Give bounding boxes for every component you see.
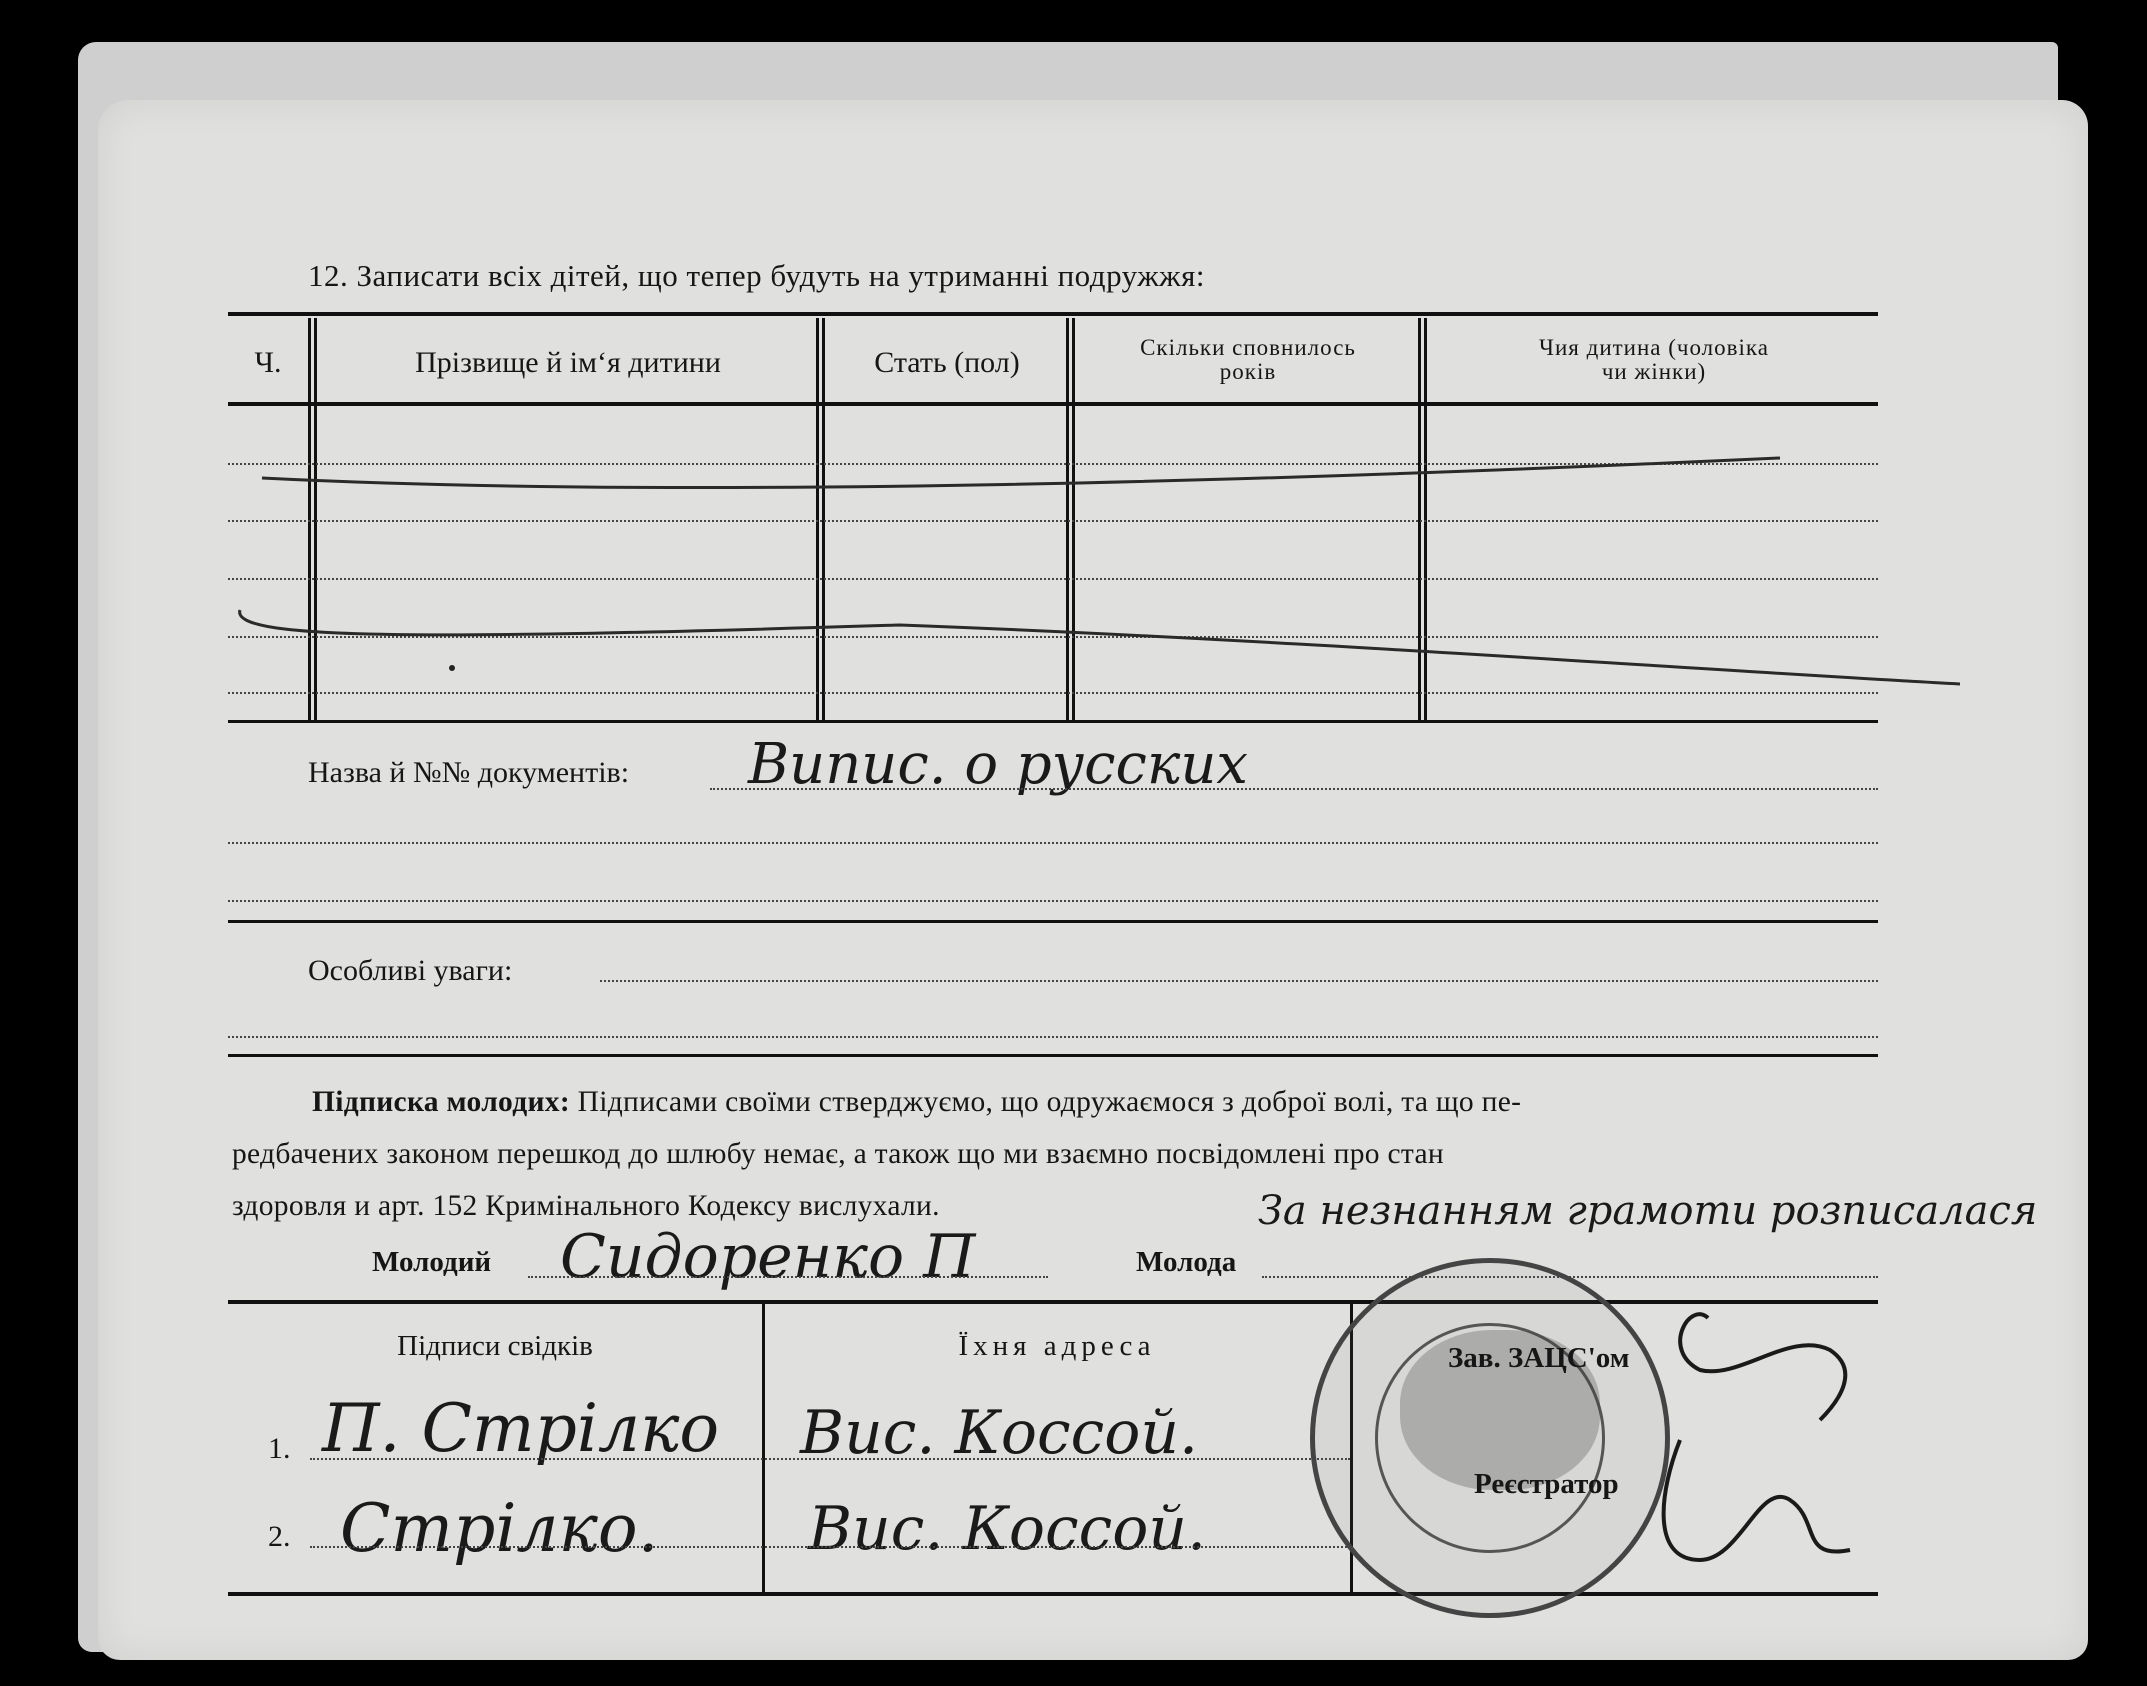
declaration-text-line1: Підписами своїми стверджуємо, що одружаємося з доброї волі, та що пе- [577, 1086, 1522, 1118]
declaration-text-line3: здоровля и арт. 152 Кримінального Кодексу вислухали. [232, 1190, 940, 1222]
groom-label: Молодий [372, 1246, 492, 1278]
section-12-prompt: 12. Записати всіх дітей, що тепер будуть на утриманні подружжя: [308, 258, 1205, 293]
col-header-sex: Стать (пол) [874, 346, 1020, 379]
col-header-num: Ч. [254, 346, 282, 379]
witness-row-1-address: Вис. Коссой. [800, 1398, 1199, 1468]
col-header-whose-line2: чи жінки) [1601, 359, 1707, 384]
col-header-child-name: Прізвище й імʻя дитини [415, 346, 721, 379]
col-header-whose-line1: Чия дитина (чоловіка [1539, 335, 1769, 360]
bride-label: Молода [1136, 1246, 1237, 1278]
documents-label: Назва й №№ документів: [308, 756, 630, 789]
notes-label: Особливі уваги: [308, 954, 513, 987]
head-of-registry-label: Зав. ЗАЦС'ом [1448, 1342, 1630, 1374]
documents-handwritten-value: Випис. о русских [748, 732, 1248, 797]
col-header-age-line2: років [1219, 359, 1277, 384]
witness-row-1-num: 1. [268, 1432, 291, 1465]
groom-signature: Сидоренко П [560, 1222, 976, 1292]
registrar-signature-mark [1664, 1440, 1850, 1560]
witness-signatures-header: Підписи свідків [397, 1330, 593, 1362]
witness-row-2-address: Вис. Коссой. [808, 1494, 1207, 1564]
col-header-age-line1: Скільки сповнилось [1140, 335, 1356, 360]
witness-row-2-num: 2. [268, 1520, 291, 1553]
witness-address-header: Їхня адреса [958, 1330, 1156, 1362]
head-signature-mark [1680, 1314, 1845, 1420]
bride-handwritten-note: За незнанням грамоти розписалася [1258, 1188, 2038, 1234]
witness-row-2-signature: Стрілко. [340, 1490, 659, 1567]
declaration-heading: Підписка молодих: [312, 1086, 570, 1118]
witness-row-1-signature: П. Стрілко [322, 1390, 720, 1467]
declaration-text-line2: редбачених законом перешкод до шлюбу немає, а також що ми взаємно посвідомлені про стан [232, 1138, 1444, 1170]
registrar-label: Реєстратор [1474, 1468, 1619, 1500]
